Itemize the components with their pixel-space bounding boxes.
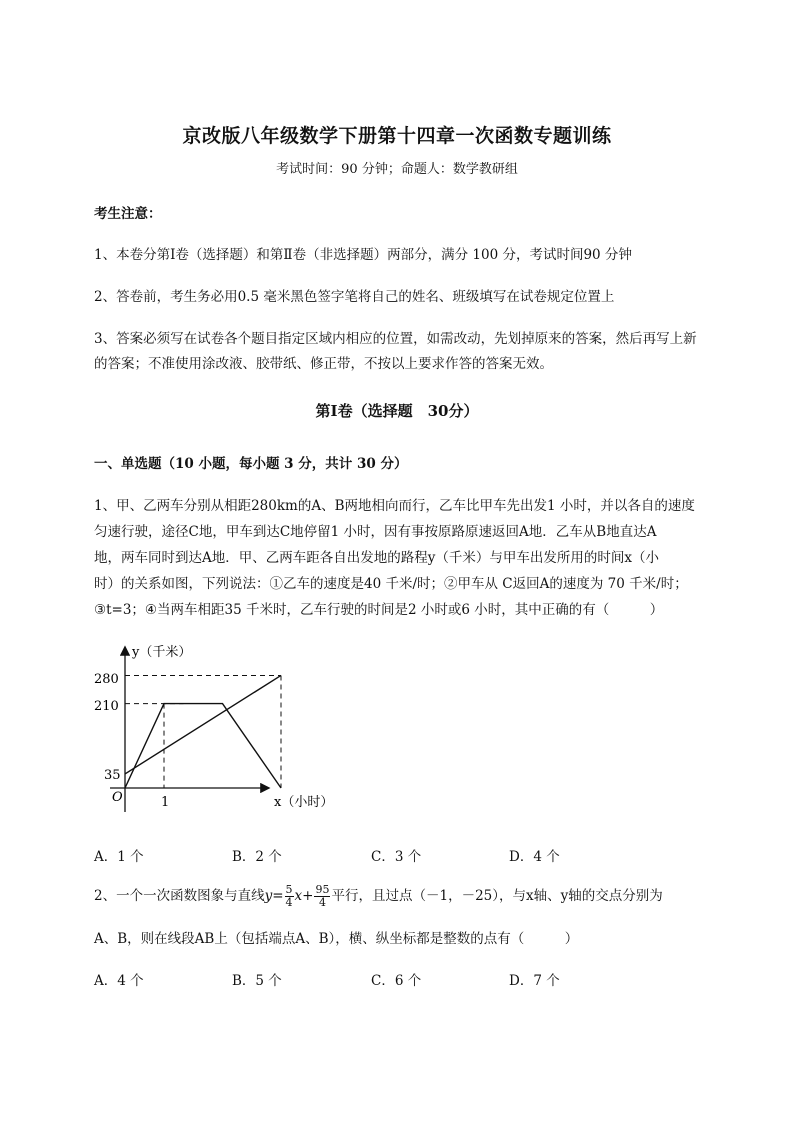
notice-item-3-cont: 的答案；不准使用涂改液、胶带纸、修正带，不按以上要求作答的答案无效。 xyxy=(94,356,553,372)
q1-graph xyxy=(90,640,370,820)
fraction-5-4: $\frac{5}{4}$ xyxy=(285,883,293,909)
q2-eq-plus: + xyxy=(302,888,314,904)
q1-option-d[interactable]: D．4 个 xyxy=(509,849,560,865)
q2-option-d[interactable]: D．7 个 xyxy=(509,973,560,989)
q1-line-3: 地，两车同时到达A地．甲、乙两车距各自出发地的路程y（千米）与甲车出发所用的时间x（小 xyxy=(94,550,659,566)
q1-option-c[interactable]: C．3 个 xyxy=(371,849,422,865)
exam-info: 考试时间：90 分钟；命题人：数学教研组 xyxy=(276,162,518,177)
q1-line-1: 1、甲、乙两车分别从相距280km的A、B两地相向而行，乙车比甲车先出发1 小时，并以各自的速度 xyxy=(94,498,695,514)
y-axis-label: y（千米） xyxy=(132,645,192,660)
q2-eq-eq: = xyxy=(272,888,284,904)
notice-item-3: 3、答案必须写在试卷各个题目指定区域内相应的位置，如需改动，先划掉原来的答案，然后再写上新 xyxy=(94,331,697,347)
fraction-95-4: $\frac{95}{4}$ xyxy=(315,883,330,909)
part-heading: 一、单选题（10 小题，每小题 3 分，共计 30 分） xyxy=(94,456,408,472)
y-tick-35: 35 xyxy=(104,768,121,783)
section-title: 第Ⅰ卷（选择题 30分） xyxy=(315,402,479,420)
notice-heading: 考生注意： xyxy=(94,206,162,222)
notice-item-1: 1、本卷分第Ⅰ卷（选择题）和第Ⅱ卷（非选择题）两部分，满分 100 分，考试时间90 分钟 xyxy=(94,247,632,263)
q2-prefix: 2、一个一次函数图象与直线 xyxy=(94,888,265,904)
q2-option-b[interactable]: B．5 个 xyxy=(232,973,282,989)
origin-label: O xyxy=(112,790,123,805)
y-tick-280: 280 xyxy=(94,672,119,687)
graph-series-2 xyxy=(125,704,281,788)
x-tick-1: 1 xyxy=(161,795,170,810)
notice-item-2: 2、答卷前，考生务必用0.5 毫米黑色签字笔将自己的姓名、班级填写在试卷规定位置上 xyxy=(94,289,615,305)
q1-option-b[interactable]: B．2 个 xyxy=(232,849,282,865)
q1-line-5: ③t=3；④当两车相距35 千米时，乙车行驶的时间是2 小时或6 小时，其中正确的有（ ） xyxy=(94,602,664,618)
q2-eq-x: x xyxy=(294,888,303,904)
graph-series-1 xyxy=(125,675,281,773)
page-title: 京改版八年级数学下册第十四章一次函数专题训练 xyxy=(182,125,612,147)
q2-eq-y: y xyxy=(264,888,273,904)
q2-line-2: A、B，则在线段AB上（包括端点A、B），横、纵坐标都是整数的点有（ ） xyxy=(94,931,579,947)
q1-option-a[interactable]: A．1 个 xyxy=(94,849,144,865)
q2-option-a[interactable]: A．4 个 xyxy=(94,973,144,989)
q1-line-2: 匀速行驶，途径C地，甲车到达C地停留1 小时，因有事按原路原速返回A地．乙车从B地直达A xyxy=(94,524,657,540)
q2-option-c[interactable]: C．6 个 xyxy=(371,973,422,989)
q2-line-1 xyxy=(94,884,663,909)
y-tick-210: 210 xyxy=(94,699,119,714)
x-axis-label: x（小时） xyxy=(274,795,334,810)
q1-line-4: 时）的关系如图，下列说法：①乙车的速度是40 千米/时；②甲车从 C返回A的速度为 70 千米/时； xyxy=(94,576,688,592)
q2-suffix: 平行，且过点（－1，－25），与x轴、y轴的交点分别为 xyxy=(331,888,663,904)
